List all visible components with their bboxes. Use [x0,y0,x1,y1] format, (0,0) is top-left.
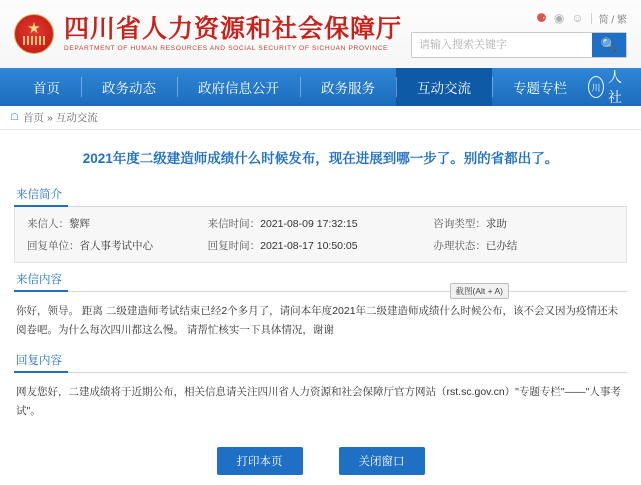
reply-body [14,373,627,433]
meta-type-key: 咨询类型： [433,218,486,230]
section-label-reply: 回复内容 [14,352,68,373]
home-icon: ☖ [10,112,19,123]
search-input[interactable] [412,33,592,57]
nav-brand-logo [588,68,641,106]
utility-divider [591,13,592,24]
meta-status-key: 办理状态： [433,240,486,252]
letter-body-text: 你好，领导。 距离 二级建造师考试结束已经2个多月了，请问本年度2021年二级建造师成绩什么时候公布，该不会又因为疫情还未阅卷吧。为什么每次四川都这么慢。 请帮忙核实一下具体情况，谢谢 [16,305,619,336]
search-icon: 🔍 [600,36,618,52]
search-button[interactable] [592,33,626,57]
meta-status-value: 已办结 [485,240,518,252]
meta-sender-key: 来信人： [27,218,69,230]
screenshot-hint-tooltip: 截图(Alt + A) [450,283,509,299]
section-header-content [14,271,627,292]
section-label-summary: 来信简介 [14,186,68,207]
section-label-content: 来信内容 [14,271,68,292]
meta-reply-time-value: 2021-08-17 10:50:05 [260,240,358,252]
meta-reply-unit-key: 回复单位： [27,240,80,252]
search-box[interactable] [411,32,627,58]
accessibility-icon[interactable]: ☺ [571,11,584,25]
site-title-cn: 四川省人力资源和社会保障厅 [64,14,403,43]
site-header [0,0,641,68]
national-emblem-icon [14,14,54,54]
meta-send-time-key: 来信时间： [207,218,261,230]
main-nav [0,68,641,106]
letter-body [14,286,627,352]
meta-reply-unit-value: 省人事考试中心 [79,240,153,252]
nav-item-info-disclosure[interactable]: 政府信息公开 [177,68,300,106]
main-content [0,130,641,485]
meta-sender-value: 黎辉 [69,218,90,230]
meta-reply-time-key: 回复时间： [207,240,261,252]
section-header-summary [14,186,627,207]
brand-mark-icon: 川 [588,76,604,98]
header-right [411,11,627,58]
nav-item-news[interactable]: 政务动态 [81,68,177,106]
meta-send-time [208,216,434,231]
letter-meta-table [14,207,627,263]
language-switch[interactable]: 简 / 繁 [598,14,627,26]
wechat-icon[interactable]: ⚈ [536,11,547,25]
action-bar [14,433,627,485]
site-title-en: DEPARTMENT OF HUMAN RESOURCES AND SOCIAL SECURITY OF SICHUAN PROVINCE [64,45,389,52]
meta-type [433,216,614,231]
breadcrumb-item-home[interactable]: 首页 [22,112,44,124]
site-title-block [64,14,402,54]
weibo-icon[interactable]: ◉ [553,11,565,25]
meta-sender [27,216,208,231]
nav-item-home[interactable]: 首页 [33,81,60,96]
breadcrumb [0,106,641,130]
meta-send-time-value: 2021-08-09 17:32:15 [260,218,358,230]
reply-body-text: 网友您好，二建成绩将于近期公布，相关信息请关注四川省人力资源和社会保障厅官方网站（rst.sc.gov.cn）"专题专栏"——"人事考试"。 [16,386,621,417]
nav-item-interaction[interactable]: 互动交流 [396,68,492,106]
brand-label: 人社 [608,69,623,105]
header-utility-bar [536,11,627,26]
meta-reply-time [208,238,434,253]
breadcrumb-item-interaction[interactable]: 互动交流 [55,112,98,124]
nav-item-topics[interactable]: 专题专栏 [492,68,588,106]
print-button[interactable]: 打印本页 [217,447,303,475]
page-title: 2021年度二级建造师成绩什么时候发布，现在进展到哪一步了。别的省都出了。 [82,151,559,166]
nav-item-services[interactable]: 政务服务 [300,68,396,106]
meta-status [433,238,614,253]
close-window-button[interactable]: 关闭窗口 [339,447,425,475]
meta-reply-unit [27,238,208,253]
meta-type-value: 求助 [485,218,507,230]
section-header-reply [14,352,627,373]
breadcrumb-separator: » [46,111,53,124]
